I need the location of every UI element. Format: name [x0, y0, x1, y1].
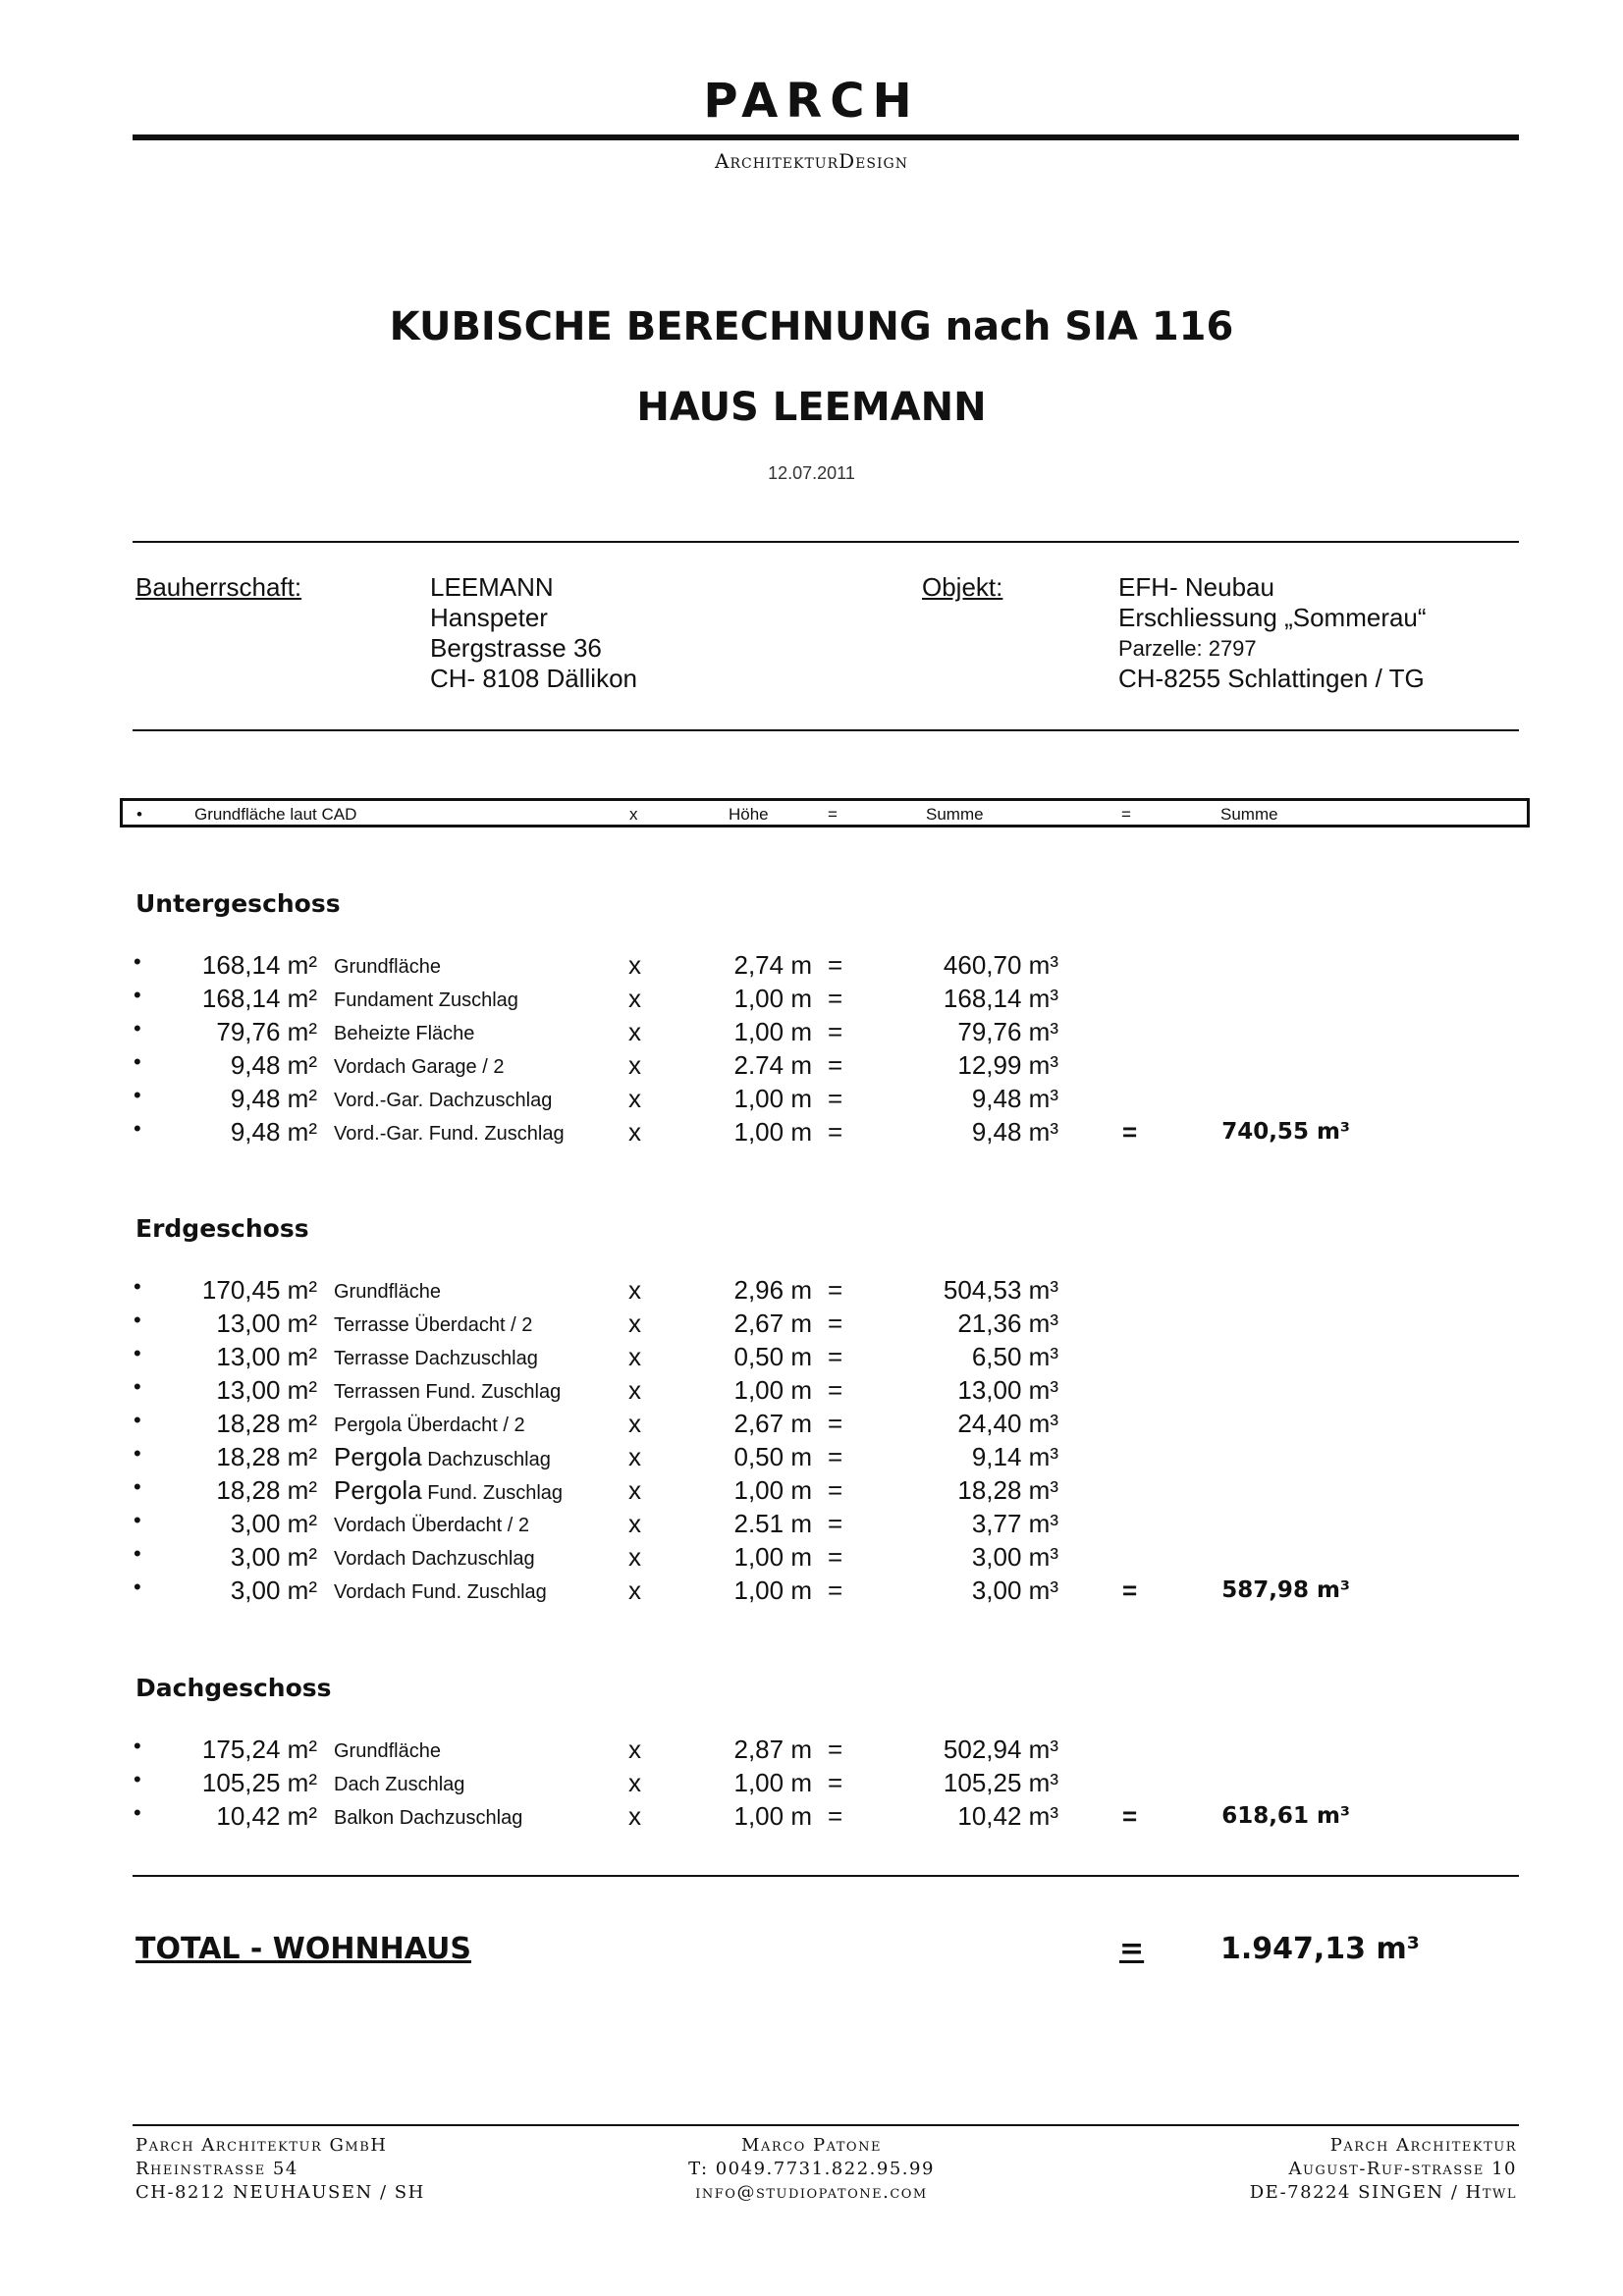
row-description: Dach Zuschlag	[334, 1774, 465, 1795]
row-multiply: x	[628, 1050, 641, 1080]
bullet: •	[134, 1767, 141, 1791]
row-area: 175,24 m²	[201, 1735, 317, 1764]
row-description-main: Pergola	[334, 1475, 422, 1505]
row-description: Terrasse Überdacht / 2	[334, 1314, 533, 1336]
row-height: 2,74 m	[733, 950, 812, 980]
table-row	[0, 984, 1623, 1017]
header-bullet: •	[136, 805, 142, 824]
row-multiply: x	[628, 1509, 641, 1538]
row-equals: =	[828, 1084, 843, 1113]
row-equals: =	[828, 1375, 843, 1405]
row-sum: 9,48 m³	[971, 1084, 1058, 1113]
row-description: Beheizte Fläche	[334, 1023, 475, 1044]
footer-left-company: Parch Architektur GmbH	[135, 2135, 388, 2156]
bullet: •	[134, 1508, 141, 1532]
row-description: Vord.-Gar. Fund. Zuschlag	[334, 1123, 565, 1145]
row-area: 18,28 m²	[216, 1442, 317, 1471]
row-sum: 24,40 m³	[957, 1409, 1058, 1438]
row-height: 1,00 m	[733, 1375, 812, 1405]
table-row	[0, 1768, 1623, 1801]
row-height: 1,00 m	[733, 1575, 812, 1605]
object-development: Erschliessung „Sommerau“	[1118, 603, 1427, 632]
row-sum: 12,99 m³	[957, 1050, 1058, 1080]
row-equals: =	[828, 1542, 843, 1572]
bullet: •	[134, 949, 141, 974]
section-title-erdgeschoss: Erdgeschoss	[135, 1214, 309, 1243]
row-description-detail: Dachzuschlag	[427, 1449, 551, 1470]
row-area: 79,76 m²	[216, 1017, 317, 1046]
row-multiply: x	[628, 1442, 641, 1471]
row-equals: =	[828, 1768, 843, 1797]
row-sum: 460,70 m³	[943, 950, 1058, 980]
row-multiply: x	[628, 1017, 641, 1046]
row-equals: =	[828, 1275, 843, 1305]
section-title-dachgeschoss: Dachgeschoss	[135, 1674, 332, 1702]
object-location: CH-8255 Schlattingen / TG	[1118, 664, 1425, 693]
bullet: •	[134, 1734, 141, 1758]
row-multiply: x	[628, 1542, 641, 1572]
document-date: 12.07.2011	[768, 463, 855, 483]
row-height: 1,00 m	[733, 1084, 812, 1113]
row-multiply: x	[628, 1117, 641, 1147]
row-sum: 502,94 m³	[943, 1735, 1058, 1764]
section-total-equals: =	[1122, 1575, 1138, 1605]
row-area: 18,28 m²	[216, 1475, 317, 1505]
row-multiply: x	[628, 984, 641, 1013]
row-multiply: x	[628, 1575, 641, 1605]
row-area: 9,48 m²	[230, 1050, 317, 1080]
row-multiply: x	[628, 1342, 641, 1371]
bullet: •	[134, 1541, 141, 1566]
document-title: KUBISCHE BERECHNUNG nach SIA 116	[389, 304, 1234, 349]
client-street: Bergstrasse 36	[430, 633, 602, 663]
header-rule	[133, 134, 1519, 140]
row-description: Terrasse Dachzuschlag	[334, 1348, 538, 1369]
row-multiply: x	[628, 1308, 641, 1338]
table-row	[0, 1542, 1623, 1575]
section-total: 740,55 m³	[1221, 1119, 1350, 1145]
row-area: 170,45 m²	[201, 1275, 317, 1305]
bullet: •	[134, 1016, 141, 1041]
row-area: 9,48 m²	[230, 1084, 317, 1113]
section-total-equals: =	[1122, 1117, 1138, 1147]
row-equals: =	[828, 1442, 843, 1471]
row-sum: 79,76 m³	[957, 1017, 1058, 1046]
section-total-equals: =	[1122, 1801, 1138, 1831]
row-equals: =	[828, 1509, 843, 1538]
row-equals: =	[828, 1575, 843, 1605]
table-row	[0, 1342, 1623, 1375]
client-name: LEEMANN	[430, 572, 554, 602]
row-height: 1,00 m	[733, 1475, 812, 1505]
grand-total-value: 1.947,13 m³	[1220, 1932, 1420, 1966]
row-equals: =	[828, 1409, 843, 1438]
row-multiply: x	[628, 1475, 641, 1505]
row-sum: 9,48 m³	[971, 1117, 1058, 1147]
bullet: •	[134, 983, 141, 1007]
brand-subtitle: ArchitekturDesign	[715, 149, 908, 173]
row-height: 2,87 m	[733, 1735, 812, 1764]
client-block	[430, 572, 637, 694]
bullet: •	[134, 1575, 141, 1599]
row-description	[334, 1475, 563, 1506]
row-equals: =	[828, 1342, 843, 1371]
table-row	[0, 1308, 1623, 1342]
row-description: Balkon Dachzuschlag	[334, 1807, 523, 1829]
footer-left-city: CH-8212 NEUHAUSEN / SH	[135, 2182, 425, 2203]
row-sum: 9,14 m³	[971, 1442, 1058, 1471]
grand-total-eq: =	[1119, 1932, 1145, 1966]
row-height: 1,00 m	[733, 1117, 812, 1147]
table-row	[0, 1409, 1623, 1442]
grand-total-label: TOTAL - WOHNHAUS	[135, 1932, 471, 1966]
row-description: Vordach Überdacht / 2	[334, 1515, 530, 1536]
object-parcel: Parzelle: 2797	[1118, 636, 1257, 661]
row-area: 13,00 m²	[216, 1342, 317, 1371]
bullet: •	[134, 1274, 141, 1299]
row-height: 1,00 m	[733, 1801, 812, 1831]
row-height: 0,50 m	[733, 1442, 812, 1471]
row-sum: 3,77 m³	[971, 1509, 1058, 1538]
bullet: •	[134, 1374, 141, 1399]
section-total: 587,98 m³	[1221, 1577, 1350, 1603]
row-area: 9,48 m²	[230, 1117, 317, 1147]
footer-right	[1250, 2134, 1517, 2205]
bullet: •	[134, 1474, 141, 1499]
divider	[133, 541, 1519, 543]
row-description: Vordach Garage / 2	[334, 1056, 505, 1078]
row-equals: =	[828, 1801, 843, 1831]
row-height: 1,00 m	[733, 984, 812, 1013]
table-row	[0, 1801, 1623, 1835]
table-row	[0, 1735, 1623, 1768]
row-equals: =	[828, 1735, 843, 1764]
section-title-untergeschoss: Untergeschoss	[135, 889, 341, 918]
footer-rule	[133, 2124, 1519, 2126]
object-block	[1118, 572, 1427, 694]
header-eq: =	[828, 805, 838, 824]
grand-total-value-line	[1119, 1932, 1420, 1966]
row-height: 0,50 m	[733, 1342, 812, 1371]
row-multiply: x	[628, 950, 641, 980]
bullet: •	[134, 1408, 141, 1432]
client-city: CH- 8108 Dällikon	[430, 664, 637, 693]
bullet: •	[134, 1083, 141, 1107]
row-height: 2.51 m	[733, 1509, 812, 1538]
row-height: 2.74 m	[733, 1050, 812, 1080]
row-equals: =	[828, 1050, 843, 1080]
brand-logo: PARCH	[703, 74, 920, 129]
table-row	[0, 1117, 1623, 1150]
table-row	[0, 1017, 1623, 1050]
table-row	[0, 1442, 1623, 1475]
row-sum: 6,50 m³	[971, 1342, 1058, 1371]
row-height: 2,67 m	[733, 1409, 812, 1438]
header-total: Summe	[1220, 805, 1278, 824]
table-row	[0, 950, 1623, 984]
footer-right-company: Parch Architektur	[1329, 2135, 1517, 2156]
table-header	[120, 798, 1530, 828]
row-multiply: x	[628, 1375, 641, 1405]
row-equals: =	[828, 950, 843, 980]
row-sum: 21,36 m³	[957, 1308, 1058, 1338]
row-description: Terrassen Fund. Zuschlag	[334, 1381, 562, 1403]
header-area: Grundfläche laut CAD	[194, 805, 357, 824]
row-equals: =	[828, 1308, 843, 1338]
row-sum: 504,53 m³	[943, 1275, 1058, 1305]
row-description: Vordach Dachzuschlag	[334, 1548, 535, 1570]
row-description: Grundfläche	[334, 1281, 441, 1303]
footer-center-email: info@studiopatone.com	[695, 2182, 928, 2203]
row-height: 2,67 m	[733, 1308, 812, 1338]
row-sum: 105,25 m³	[943, 1768, 1058, 1797]
footer-center-phone: T: 0049.7731.822.95.99	[688, 2159, 935, 2179]
row-area: 13,00 m²	[216, 1308, 317, 1338]
footer-right-city: DE-78224 SINGEN / Htwl	[1249, 2182, 1517, 2203]
row-description: Vordach Fund. Zuschlag	[334, 1581, 547, 1603]
row-height: 1,00 m	[733, 1768, 812, 1797]
row-equals: =	[828, 1017, 843, 1046]
row-area: 3,00 m²	[230, 1575, 317, 1605]
row-area: 13,00 m²	[216, 1375, 317, 1405]
table-row	[0, 1509, 1623, 1542]
row-area: 105,25 m²	[201, 1768, 317, 1797]
header-sum: Summe	[926, 805, 984, 824]
footer-right-street: August-Ruf-strasse 10	[1288, 2159, 1517, 2179]
row-sum: 3,00 m³	[971, 1575, 1058, 1605]
header-height: Höhe	[729, 805, 769, 824]
table-row	[0, 1475, 1623, 1509]
row-area: 168,14 m²	[201, 984, 317, 1013]
row-multiply: x	[628, 1768, 641, 1797]
row-height: 2,96 m	[733, 1275, 812, 1305]
row-description: Pergola Überdacht / 2	[334, 1415, 525, 1436]
divider	[133, 1875, 1519, 1877]
row-area: 3,00 m²	[230, 1542, 317, 1572]
row-area: 18,28 m²	[216, 1409, 317, 1438]
row-description: Grundfläche	[334, 1740, 441, 1762]
section-total: 618,61 m³	[1221, 1803, 1350, 1829]
row-equals: =	[828, 984, 843, 1013]
row-equals: =	[828, 1475, 843, 1505]
row-multiply: x	[628, 1409, 641, 1438]
table-row	[0, 1084, 1623, 1117]
bullet: •	[134, 1049, 141, 1074]
client-firstname: Hanspeter	[430, 603, 548, 632]
object-type: EFH- Neubau	[1118, 572, 1274, 602]
header-eq2: =	[1121, 805, 1131, 824]
table-row	[0, 1375, 1623, 1409]
object-label: Objekt:	[922, 572, 1003, 602]
row-height: 1,00 m	[733, 1017, 812, 1046]
divider	[133, 729, 1519, 731]
row-description: Vord.-Gar. Dachzuschlag	[334, 1090, 553, 1111]
row-sum: 18,28 m³	[957, 1475, 1058, 1505]
bullet: •	[134, 1116, 141, 1141]
row-sum: 13,00 m³	[957, 1375, 1058, 1405]
row-description-detail: Fund. Zuschlag	[427, 1482, 564, 1504]
table-row	[0, 1575, 1623, 1609]
row-multiply: x	[628, 1084, 641, 1113]
document-subtitle: HAUS LEEMANN	[636, 385, 987, 430]
row-equals: =	[828, 1117, 843, 1147]
row-sum: 3,00 m³	[971, 1542, 1058, 1572]
row-multiply: x	[628, 1801, 641, 1831]
row-description-main: Pergola	[334, 1442, 422, 1471]
client-label: Bauherrschaft:	[135, 572, 302, 602]
table-row	[0, 1275, 1623, 1308]
row-area: 3,00 m²	[230, 1509, 317, 1538]
row-description: Fundament Zuschlag	[334, 989, 518, 1011]
row-sum: 168,14 m³	[943, 984, 1058, 1013]
row-area: 10,42 m²	[216, 1801, 317, 1831]
row-multiply: x	[628, 1735, 641, 1764]
table-row	[0, 1050, 1623, 1084]
bullet: •	[134, 1800, 141, 1825]
bullet: •	[134, 1341, 141, 1365]
row-sum: 10,42 m³	[957, 1801, 1058, 1831]
row-description: Grundfläche	[334, 956, 441, 978]
row-height: 1,00 m	[733, 1542, 812, 1572]
footer-center-name: Marco Patone	[741, 2135, 882, 2156]
header-x: x	[629, 805, 638, 824]
row-area: 168,14 m²	[201, 950, 317, 980]
row-multiply: x	[628, 1275, 641, 1305]
bullet: •	[134, 1441, 141, 1466]
bullet: •	[134, 1308, 141, 1332]
footer-left-street: Rheinstrasse 54	[135, 2159, 298, 2179]
row-description	[334, 1442, 551, 1472]
